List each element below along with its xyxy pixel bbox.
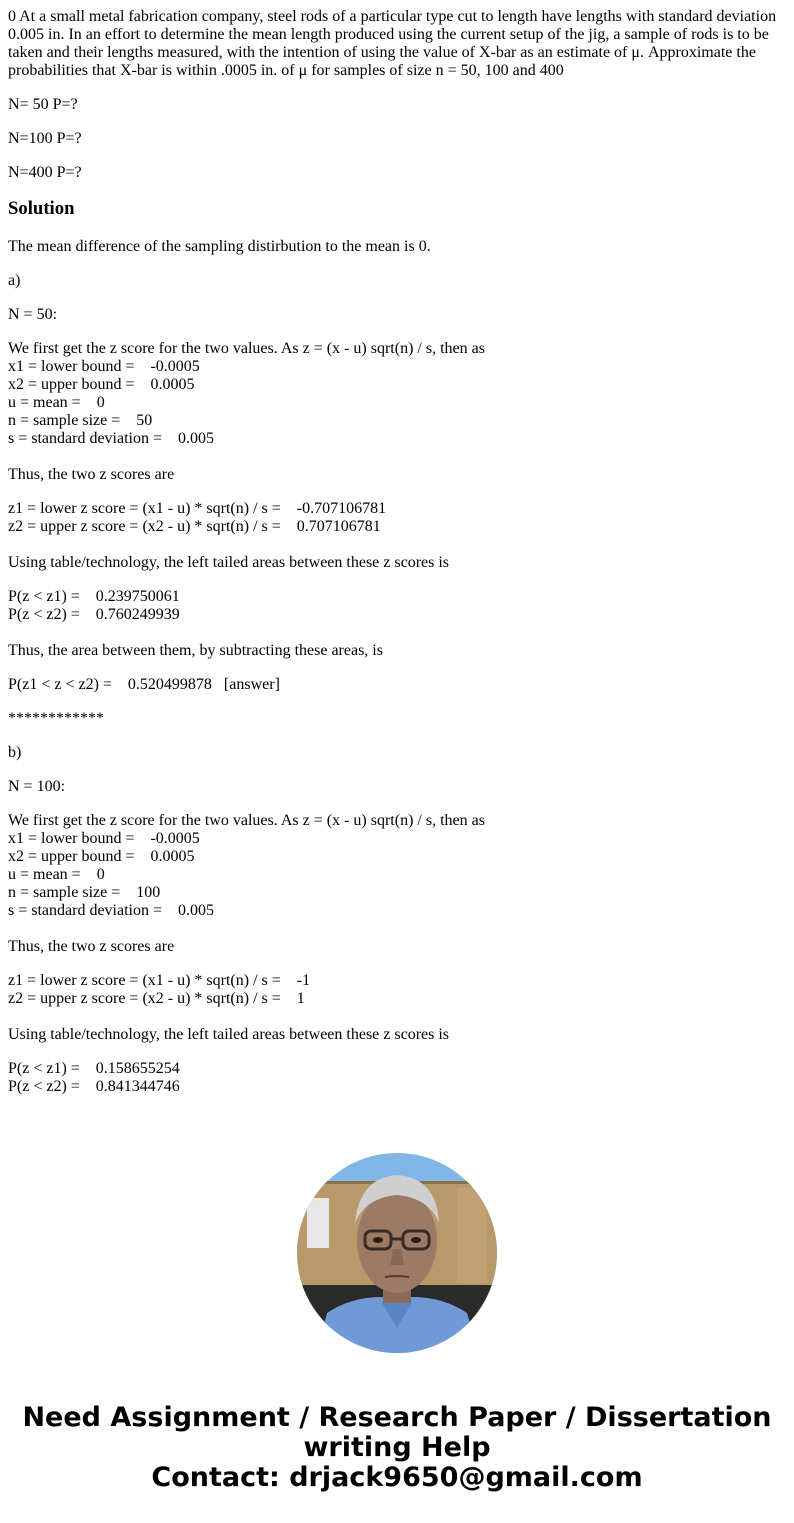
part-a-areas bbox=[8, 588, 786, 624]
setup-line-s: s = standard deviation = 0.005 bbox=[8, 430, 215, 447]
prompt-n400: N=400 P=? bbox=[8, 164, 82, 181]
part-a-setup bbox=[8, 340, 786, 448]
setup-intro: We first get the z score for the two values. As z = (x - u) sqrt(n) / s, then as bbox=[8, 812, 485, 829]
part-b-label: b) bbox=[8, 744, 22, 761]
setup-line-s: s = standard deviation = 0.005 bbox=[8, 902, 215, 919]
zscores-intro: Thus, the two z scores are bbox=[8, 938, 175, 955]
area-line-z1: P(z < z1) = 0.239750061 bbox=[8, 588, 180, 605]
setup-line-u: u = mean = 0 bbox=[8, 394, 105, 411]
areas-intro: Using table/technology, the left tailed areas between these z scores is bbox=[8, 1026, 450, 1043]
separator: ************ bbox=[8, 710, 104, 727]
promo-contact-email: Contact: drjack9650@gmail.com bbox=[151, 1462, 643, 1493]
setup-line-x2: x2 = upper bound = 0.0005 bbox=[8, 848, 195, 865]
zscores-intro: Thus, the two z scores are bbox=[8, 466, 175, 483]
setup-line-n: n = sample size = 100 bbox=[8, 884, 161, 901]
solution-intro: The mean difference of the sampling distirbution to the mean is 0. bbox=[8, 238, 431, 255]
promo-banner bbox=[0, 1403, 794, 1493]
area-line-z2: P(z < z2) = 0.841344746 bbox=[8, 1078, 180, 1095]
setup-line-x2: x2 = upper bound = 0.0005 bbox=[8, 376, 195, 393]
area-line-z2: P(z < z2) = 0.760249939 bbox=[8, 606, 180, 623]
zscore-line-z2: z2 = upper z score = (x2 - u) * sqrt(n) / s = 1 bbox=[8, 990, 305, 1007]
avatar bbox=[297, 1153, 497, 1353]
part-a-zscores bbox=[8, 500, 786, 536]
zscore-line-z1: z1 = lower z score = (x1 - u) * sqrt(n) / s = -1 bbox=[8, 972, 311, 989]
setup-line-u: u = mean = 0 bbox=[8, 866, 105, 883]
part-b-setup bbox=[8, 812, 786, 920]
prompt-n100: N=100 P=? bbox=[8, 130, 82, 147]
promo-line-1: Need Assignment / Research Paper / Dissertation bbox=[22, 1402, 772, 1433]
between-intro: Thus, the area between them, by subtracting these areas, is bbox=[8, 642, 383, 659]
part-a-label: a) bbox=[8, 272, 21, 289]
setup-line-n: n = sample size = 50 bbox=[8, 412, 153, 429]
part-b-zscores bbox=[8, 972, 786, 1008]
zscore-line-z2: z2 = upper z score = (x2 - u) * sqrt(n) / s = 0.707106781 bbox=[8, 518, 381, 535]
part-a-answer: P(z1 < z < z2) = 0.520499878 [answer] bbox=[8, 676, 280, 693]
setup-intro: We first get the z score for the two values. As z = (x - u) sqrt(n) / s, then as bbox=[8, 340, 485, 357]
part-b-n-header: N = 100: bbox=[8, 778, 66, 795]
setup-line-x1: x1 = lower bound = -0.0005 bbox=[8, 830, 200, 847]
zscore-line-z1: z1 = lower z score = (x1 - u) * sqrt(n) / s = -0.707106781 bbox=[8, 500, 387, 517]
solution-heading: Solution bbox=[8, 198, 75, 219]
setup-line-x1: x1 = lower bound = -0.0005 bbox=[8, 358, 200, 375]
prompt-n50: N= 50 P=? bbox=[8, 96, 78, 113]
person-photo-icon bbox=[297, 1153, 497, 1353]
question-text: 0 At a small metal fabrication company, steel rods of a particular type cut to length have lengths with standard deviation 0.005 in. In an effort to determine the mean length produced using the current setup of the jig, a sample of rods is to be taken and their lengths measured, with the intention of using the value of X-bar as an estimate of μ. Approximate the probabilities that X-bar is within .0005 in. of μ for samples of size n = 50, 100 and 400 bbox=[8, 8, 777, 79]
part-b-areas bbox=[8, 1060, 786, 1096]
area-line-z1: P(z < z1) = 0.158655254 bbox=[8, 1060, 180, 1077]
part-a-n-header: N = 50: bbox=[8, 306, 58, 323]
areas-intro: Using table/technology, the left tailed areas between these z scores is bbox=[8, 554, 450, 571]
promo-line-2: writing Help bbox=[303, 1432, 491, 1463]
